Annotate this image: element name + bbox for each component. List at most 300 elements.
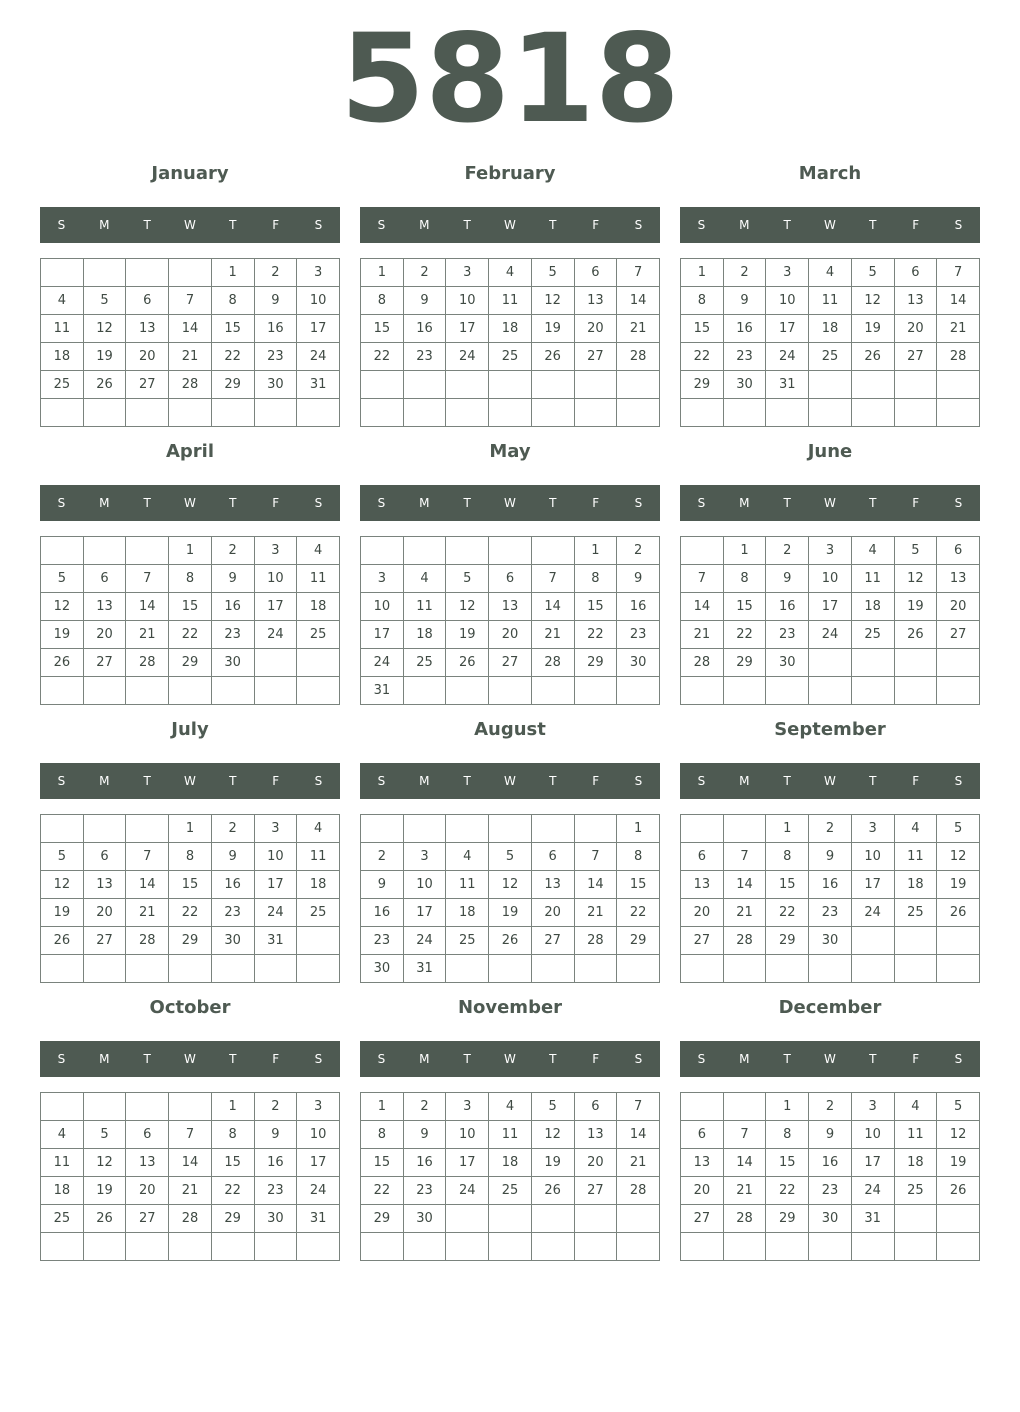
day-cell: 26 [531,1177,574,1205]
day-cell [126,1233,169,1261]
weekday-label: T [869,218,877,232]
weekday-label: F [912,1052,920,1066]
day-cell: 3 [446,259,489,287]
day-cell: 11 [489,1121,532,1149]
month-title: May [489,441,531,462]
day-cell: 10 [297,287,340,315]
weekday-header [360,763,660,799]
day-cell: 12 [83,315,126,343]
day-cell: 20 [489,621,532,649]
day-cell: 11 [41,1149,84,1177]
week-row [361,565,660,593]
day-cell: 4 [489,1093,532,1121]
day-cell: 20 [574,1149,617,1177]
day-cell: 1 [361,259,404,287]
day-cell [41,677,84,705]
weekday-header [680,1041,980,1077]
day-cell [41,259,84,287]
day-cell: 10 [809,565,852,593]
week-row [361,843,660,871]
week-row [361,1177,660,1205]
weekday-label: S [377,774,386,788]
day-cell: 11 [489,287,532,315]
day-cell: 8 [169,843,212,871]
day-cell [361,1233,404,1261]
day-grid [680,536,980,705]
week-row [41,1149,340,1177]
day-cell: 2 [211,815,254,843]
day-cell: 2 [211,537,254,565]
day-cell: 14 [126,593,169,621]
day-cell: 10 [766,287,809,315]
day-cell [254,649,297,677]
day-cell [83,399,126,427]
week-row [681,843,980,871]
day-cell: 19 [531,315,574,343]
day-cell: 20 [126,1177,169,1205]
day-cell [361,815,404,843]
day-cell: 19 [41,899,84,927]
day-cell [403,1233,446,1261]
day-cell: 12 [83,1149,126,1177]
week-row [361,621,660,649]
day-cell: 29 [766,1205,809,1233]
weekday-label: F [592,774,600,788]
day-cell: 21 [723,1177,766,1205]
week-row [41,1205,340,1233]
day-cell: 21 [574,899,617,927]
day-cell: 14 [617,1121,660,1149]
weekday-label: S [697,1052,706,1066]
week-row [681,1121,980,1149]
weekday-label: S [57,1052,66,1066]
weekday-label: T [549,218,557,232]
weekday-label: M [99,496,110,510]
week-row [681,927,980,955]
day-cell: 8 [211,1121,254,1149]
day-cell: 18 [894,871,937,899]
day-cell: 5 [531,259,574,287]
day-cell [41,815,84,843]
day-cell: 28 [574,927,617,955]
day-cell: 28 [126,927,169,955]
day-cell: 1 [723,537,766,565]
day-cell: 19 [894,593,937,621]
day-cell [681,399,724,427]
weekday-label: M [739,218,750,232]
day-cell [809,955,852,983]
day-cell: 26 [937,899,980,927]
day-cell: 16 [723,315,766,343]
day-cell: 23 [403,1177,446,1205]
week-row [41,1093,340,1121]
day-cell: 8 [766,1121,809,1149]
day-cell: 12 [446,593,489,621]
day-cell: 25 [851,621,894,649]
day-cell [41,1093,84,1121]
day-cell: 11 [297,565,340,593]
day-cell [681,677,724,705]
day-cell [851,649,894,677]
day-cell [403,399,446,427]
day-cell: 14 [937,287,980,315]
day-cell: 21 [937,315,980,343]
day-cell: 3 [361,565,404,593]
day-cell [83,259,126,287]
day-cell: 20 [574,315,617,343]
weekday-header [40,763,340,799]
day-cell: 16 [254,1149,297,1177]
day-cell: 10 [851,843,894,871]
day-cell [937,371,980,399]
day-cell: 2 [766,537,809,565]
day-cell [574,399,617,427]
day-cell: 28 [617,343,660,371]
week-row [41,343,340,371]
weekday-label: F [912,496,920,510]
day-cell: 1 [211,259,254,287]
day-cell: 5 [83,287,126,315]
day-cell: 3 [254,815,297,843]
day-cell: 22 [723,621,766,649]
day-cell [851,927,894,955]
day-grid [40,814,340,983]
day-cell: 8 [681,287,724,315]
day-cell: 12 [489,871,532,899]
weekday-label: W [184,774,196,788]
day-cell: 29 [723,649,766,677]
day-cell: 27 [83,927,126,955]
weekday-label: F [912,774,920,788]
weekday-label: F [592,1052,600,1066]
day-cell: 12 [41,871,84,899]
day-cell: 27 [574,343,617,371]
day-cell: 14 [531,593,574,621]
day-cell [489,955,532,983]
year-title: 5818 [340,8,680,150]
day-cell: 9 [254,1121,297,1149]
week-row [41,871,340,899]
day-cell: 3 [297,259,340,287]
day-cell: 3 [446,1093,489,1121]
weekday-label: T [549,496,557,510]
day-cell [211,399,254,427]
weekday-label: W [184,1052,196,1066]
week-row [41,843,340,871]
day-cell: 21 [617,315,660,343]
day-cell: 2 [403,259,446,287]
week-row [681,537,980,565]
day-cell [403,371,446,399]
day-cell: 25 [809,343,852,371]
day-cell: 2 [617,537,660,565]
day-cell: 26 [489,927,532,955]
day-cell [83,537,126,565]
week-row [361,1233,660,1261]
month-title: April [165,441,215,462]
day-cell: 26 [83,1205,126,1233]
day-cell: 17 [446,315,489,343]
day-cell: 30 [766,649,809,677]
day-cell [937,399,980,427]
day-cell [894,1233,937,1261]
day-grid [680,258,980,427]
day-cell [489,1205,532,1233]
day-cell [681,537,724,565]
weekday-label: M [739,1052,750,1066]
day-cell: 12 [937,1121,980,1149]
day-cell: 5 [851,259,894,287]
day-cell: 14 [169,1149,212,1177]
week-row [361,1149,660,1177]
day-cell: 22 [169,899,212,927]
day-cell: 26 [83,371,126,399]
day-cell: 4 [403,565,446,593]
day-cell: 13 [894,287,937,315]
day-cell: 17 [446,1149,489,1177]
day-cell: 30 [361,955,404,983]
day-cell [894,927,937,955]
day-cell: 5 [489,843,532,871]
day-cell: 15 [169,593,212,621]
day-cell: 17 [809,593,852,621]
day-grid [360,1092,660,1261]
weekday-label: F [272,496,280,510]
weekday-header [40,485,340,521]
day-cell: 8 [574,565,617,593]
weekday-label: T [783,1052,791,1066]
day-cell [851,1233,894,1261]
day-grid [680,814,980,983]
day-cell [531,955,574,983]
day-cell: 15 [361,315,404,343]
day-cell: 28 [169,1205,212,1233]
weekday-label: F [272,1052,280,1066]
day-cell: 21 [617,1149,660,1177]
day-cell: 28 [617,1177,660,1205]
weekday-label: S [954,774,963,788]
month-title: July [171,719,209,740]
day-cell: 29 [169,649,212,677]
day-cell: 11 [851,565,894,593]
day-cell [894,677,937,705]
day-cell: 24 [361,649,404,677]
day-cell: 12 [937,843,980,871]
day-cell: 5 [894,537,937,565]
day-cell: 20 [681,899,724,927]
day-cell: 25 [297,899,340,927]
day-cell: 5 [446,565,489,593]
day-cell: 22 [766,899,809,927]
weekday-label: M [99,218,110,232]
weekday-label: T [463,1052,471,1066]
day-cell: 13 [937,565,980,593]
weekday-label: T [143,774,151,788]
day-cell [83,1233,126,1261]
day-cell: 6 [126,287,169,315]
day-cell: 20 [83,621,126,649]
day-cell: 15 [617,871,660,899]
day-cell: 6 [574,259,617,287]
day-cell: 28 [723,927,766,955]
day-cell [574,1205,617,1233]
day-cell: 1 [766,815,809,843]
day-cell: 28 [681,649,724,677]
day-cell [531,399,574,427]
day-cell [531,677,574,705]
weekday-label: W [824,496,836,510]
day-cell: 8 [211,287,254,315]
day-cell [723,955,766,983]
day-cell: 5 [41,843,84,871]
week-row [361,871,660,899]
day-cell: 30 [254,1205,297,1233]
day-cell: 23 [211,621,254,649]
day-grid [360,258,660,427]
day-grid [40,536,340,705]
day-cell: 3 [809,537,852,565]
day-cell: 24 [851,899,894,927]
day-cell: 7 [617,1093,660,1121]
day-cell: 2 [403,1093,446,1121]
day-cell: 1 [766,1093,809,1121]
day-cell: 25 [41,371,84,399]
day-cell: 16 [254,315,297,343]
day-cell [254,399,297,427]
day-cell [403,537,446,565]
day-cell: 17 [766,315,809,343]
day-cell: 7 [531,565,574,593]
day-cell [723,677,766,705]
day-cell: 6 [531,843,574,871]
week-row [681,371,980,399]
day-cell: 26 [937,1177,980,1205]
day-cell [126,677,169,705]
day-cell: 29 [361,1205,404,1233]
day-cell: 31 [403,955,446,983]
day-cell: 26 [41,927,84,955]
day-cell: 24 [254,899,297,927]
weekday-label: W [504,1052,516,1066]
day-cell: 28 [169,371,212,399]
day-cell: 23 [809,1177,852,1205]
day-cell [894,399,937,427]
weekday-label: T [783,496,791,510]
day-cell: 8 [723,565,766,593]
day-cell: 13 [489,593,532,621]
day-cell: 13 [531,871,574,899]
weekday-label: T [143,496,151,510]
day-cell: 4 [809,259,852,287]
day-cell [297,927,340,955]
week-row [41,259,340,287]
day-cell: 8 [361,287,404,315]
weekday-header [680,763,980,799]
weekday-label: S [377,218,386,232]
day-cell: 15 [361,1149,404,1177]
day-cell: 30 [211,649,254,677]
day-grid [40,1092,340,1261]
day-cell: 18 [41,343,84,371]
day-cell: 22 [211,1177,254,1205]
day-grid [40,258,340,427]
day-cell: 21 [169,1177,212,1205]
day-cell: 16 [766,593,809,621]
weekday-label: M [739,774,750,788]
day-cell: 4 [489,259,532,287]
day-cell: 22 [361,343,404,371]
day-cell: 30 [617,649,660,677]
weekday-label: S [377,1052,386,1066]
weekday-label: T [229,218,237,232]
day-cell: 18 [489,1149,532,1177]
week-row [681,593,980,621]
week-row [41,899,340,927]
day-cell: 31 [254,927,297,955]
weekday-header [40,207,340,243]
day-cell: 4 [894,815,937,843]
day-cell: 17 [851,1149,894,1177]
day-cell: 27 [937,621,980,649]
day-cell: 10 [446,287,489,315]
day-cell: 6 [83,565,126,593]
day-cell: 10 [446,1121,489,1149]
weekday-label: W [184,496,196,510]
day-cell: 18 [809,315,852,343]
day-cell: 22 [211,343,254,371]
day-cell: 25 [446,927,489,955]
day-cell [574,815,617,843]
week-row [41,649,340,677]
day-cell: 30 [211,927,254,955]
day-cell: 5 [83,1121,126,1149]
day-cell [894,1205,937,1233]
day-cell: 29 [574,649,617,677]
weekday-label: S [377,496,386,510]
weekday-label: M [419,218,430,232]
month-title: March [798,163,862,184]
week-row [681,399,980,427]
month-title: June [807,441,853,462]
day-cell: 21 [169,343,212,371]
weekday-header [680,207,980,243]
week-row [41,677,340,705]
day-cell [937,1233,980,1261]
weekday-label: T [229,496,237,510]
day-cell: 24 [297,1177,340,1205]
day-cell: 25 [894,1177,937,1205]
day-cell: 24 [851,1177,894,1205]
day-cell: 1 [211,1093,254,1121]
day-cell: 5 [937,1093,980,1121]
day-cell [617,955,660,983]
day-cell: 1 [361,1093,404,1121]
week-row [681,343,980,371]
day-cell [894,649,937,677]
day-cell: 17 [254,871,297,899]
week-row [681,287,980,315]
week-row [361,1093,660,1121]
day-cell: 2 [254,259,297,287]
day-cell: 9 [254,287,297,315]
day-cell: 30 [403,1205,446,1233]
weekday-label: F [592,496,600,510]
day-cell: 27 [574,1177,617,1205]
day-cell: 29 [681,371,724,399]
week-row [41,1121,340,1149]
day-cell [937,1205,980,1233]
day-cell: 5 [937,815,980,843]
